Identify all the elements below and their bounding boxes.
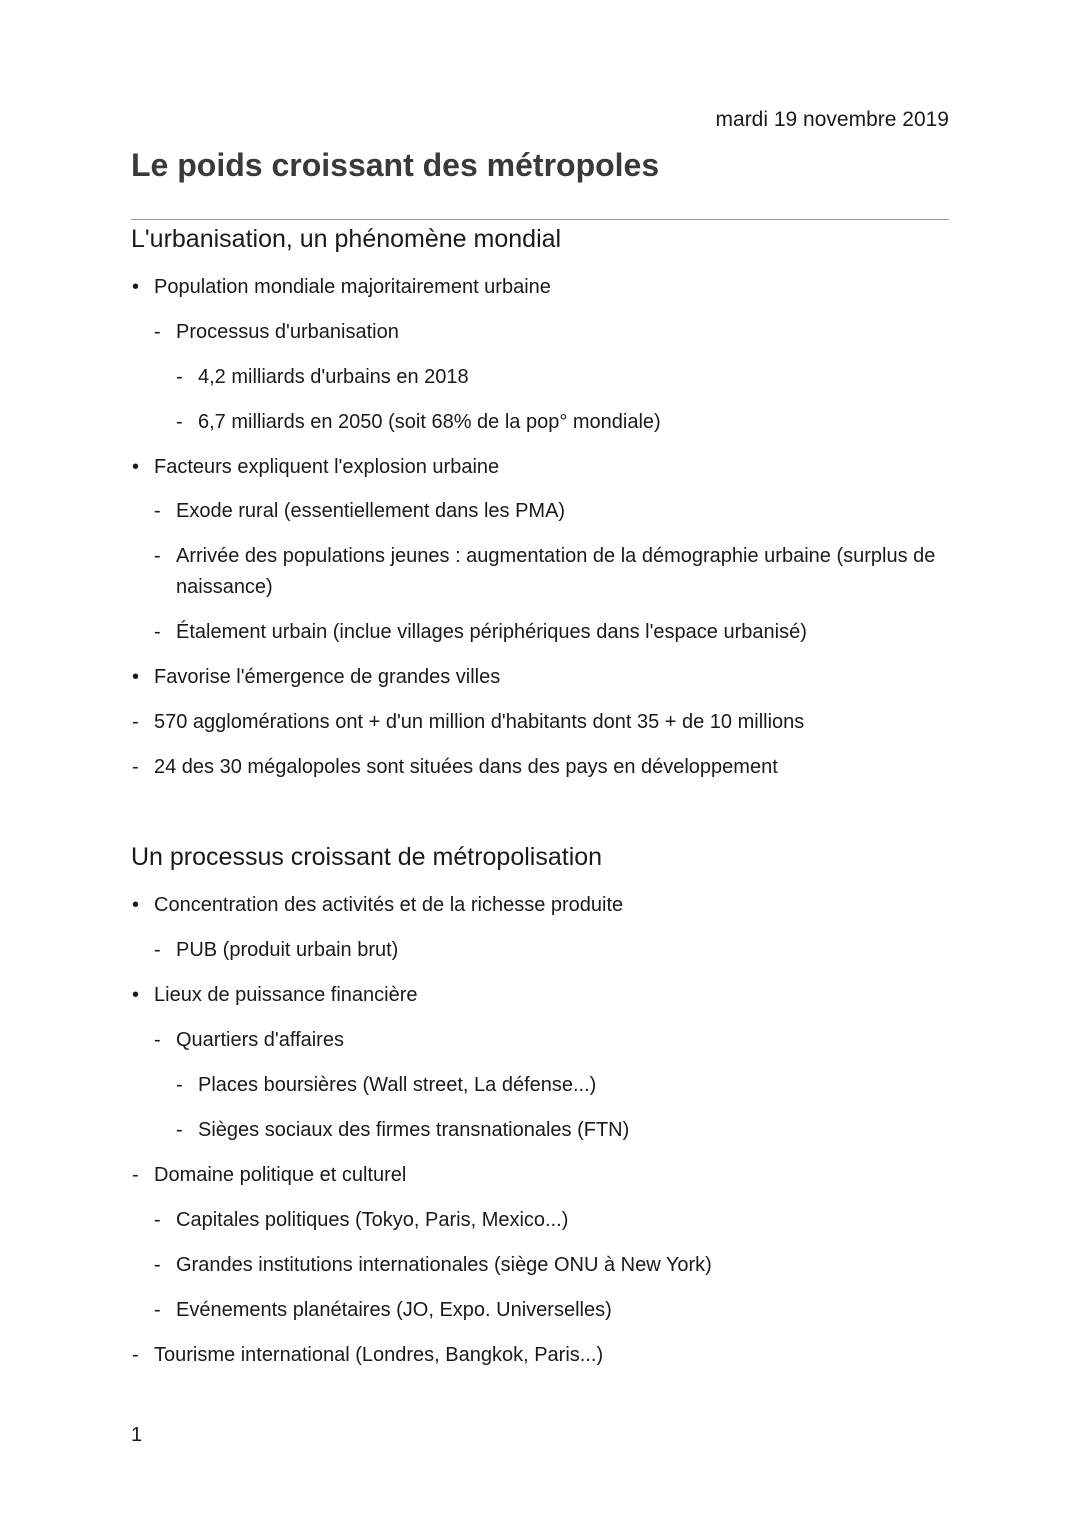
dash-icon: - <box>176 1119 183 1141</box>
page-number: 1 <box>131 1424 143 1446</box>
dash-icon: - <box>132 1344 139 1366</box>
list-item-text: 24 des 30 mégalopoles sont situées dans des pays en développement <box>154 756 778 778</box>
list-item <box>132 890 914 921</box>
list-item <box>132 707 914 738</box>
list-item-text: Sièges sociaux des firmes transnationales (FTN) <box>198 1119 630 1141</box>
dash-icon: - <box>154 321 161 343</box>
list-item-text: Favorise l'émergence de grandes villes <box>154 666 501 688</box>
list-item <box>154 541 936 603</box>
list-item-text: Tourisme international (Londres, Bangkok, Paris...) <box>154 1344 604 1366</box>
section-heading-metropolisation: Un processus croissant de métropolisation <box>131 843 603 871</box>
list-item-text: Facteurs expliquent l'explosion urbaine <box>154 456 500 478</box>
list-item <box>154 1205 936 1236</box>
list-item-text: PUB (produit urbain brut) <box>176 939 399 961</box>
list-item <box>176 1115 958 1146</box>
list-item <box>132 272 914 303</box>
dash-icon: - <box>154 545 161 567</box>
list-item <box>154 1295 936 1326</box>
dash-icon: - <box>132 756 139 778</box>
list-item <box>132 452 914 483</box>
list-item-text: Lieux de puissance financière <box>154 984 418 1006</box>
list-item-text: Processus d'urbanisation <box>176 321 399 343</box>
list-item <box>154 317 936 348</box>
dash-icon: - <box>176 411 183 433</box>
bullet-icon: • <box>132 456 140 478</box>
list-item <box>154 496 936 527</box>
list-item-text: Population mondiale majoritairement urbaine <box>154 276 551 298</box>
list-item-text: Étalement urbain (inclue villages périphériques dans l'espace urbanisé) <box>176 621 807 643</box>
dash-icon: - <box>132 1164 139 1186</box>
list-item <box>132 1340 914 1371</box>
dash-icon: - <box>154 1029 161 1051</box>
list-item-text: Grandes institutions internationales (siège ONU à New York) <box>176 1254 712 1276</box>
bullet-icon: • <box>132 894 140 916</box>
title-divider <box>131 219 949 220</box>
list-item-text: 4,2 milliards d'urbains en 2018 <box>198 366 469 388</box>
list-item-text: Quartiers d'affaires <box>176 1029 344 1051</box>
list-item-text: Places boursières (Wall street, La défense...) <box>198 1074 597 1096</box>
page-title: Le poids croissant des métropoles <box>131 147 660 183</box>
list-item-text: Capitales politiques (Tokyo, Paris, Mexico...) <box>176 1209 569 1231</box>
dash-icon: - <box>176 366 183 388</box>
list-item-text: Evénements planétaires (JO, Expo. Universelles) <box>176 1299 612 1321</box>
list-item <box>154 935 936 966</box>
dash-icon: - <box>154 939 161 961</box>
list-item-text: 6,7 milliards en 2050 (soit 68% de la pop° mondiale) <box>198 411 661 433</box>
list-item-text: Arrivée des populations jeunes : augmentation de la démographie urbaine (surplus de naissance) <box>176 545 936 598</box>
list-item <box>154 617 936 648</box>
bullet-icon: • <box>132 276 140 298</box>
list-item <box>176 407 958 438</box>
list-item-text: Concentration des activités et de la richesse produite <box>154 894 624 916</box>
list-item <box>154 1250 936 1281</box>
dash-icon: - <box>154 1299 161 1321</box>
list-item <box>176 1070 958 1101</box>
bullet-icon: • <box>132 984 140 1006</box>
list-item <box>176 362 958 393</box>
note-date: mardi 19 novembre 2019 <box>715 108 949 131</box>
list-item-text: 570 agglomérations ont + d'un million d'habitants dont 35 + de 10 millions <box>154 711 805 733</box>
dash-icon: - <box>154 1254 161 1276</box>
section-heading-urbanisation: L'urbanisation, un phénomène mondial <box>131 225 562 253</box>
list-item <box>154 1025 936 1056</box>
list-item <box>132 980 914 1011</box>
list-item <box>132 1160 914 1191</box>
dash-icon: - <box>154 500 161 522</box>
dash-icon: - <box>132 711 139 733</box>
dash-icon: - <box>154 1209 161 1231</box>
list-item-text: Domaine politique et culturel <box>154 1164 407 1186</box>
bullet-icon: • <box>132 666 140 688</box>
list-item <box>132 752 914 783</box>
list-item-text: Exode rural (essentiellement dans les PMA) <box>176 500 566 522</box>
dash-icon: - <box>176 1074 183 1096</box>
list-item <box>132 662 914 693</box>
dash-icon: - <box>154 621 161 643</box>
